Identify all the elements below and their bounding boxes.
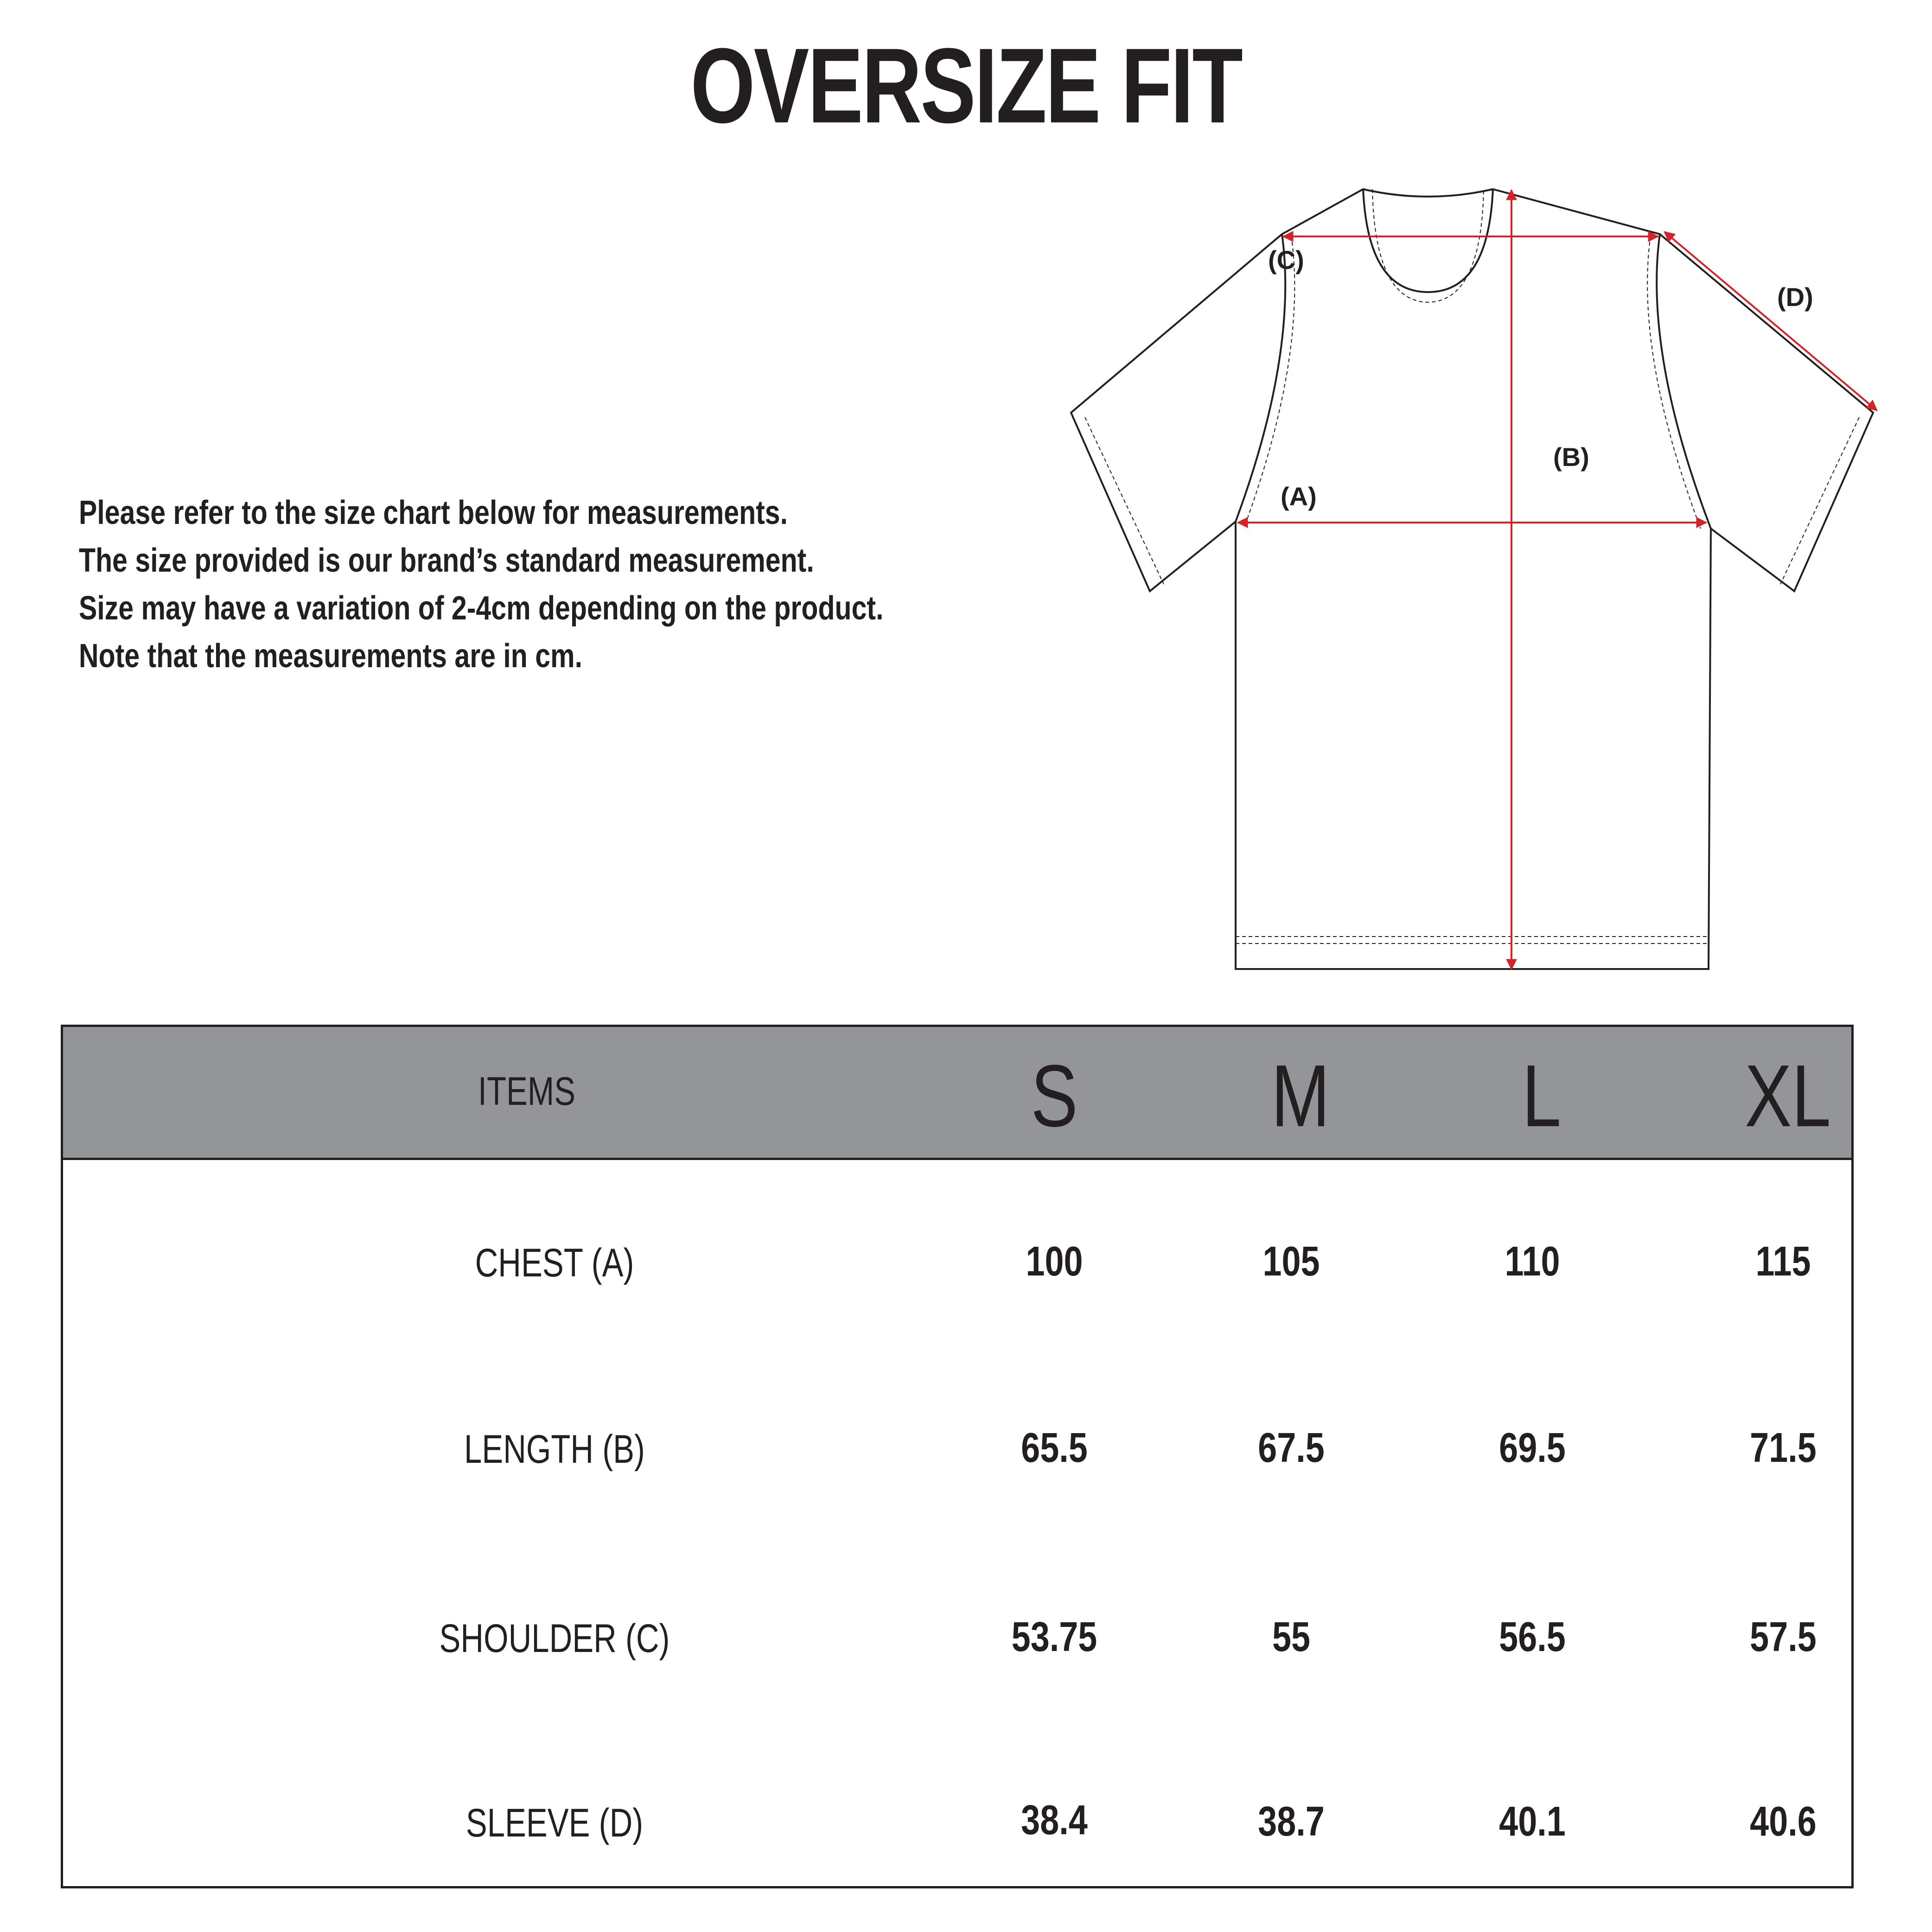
value-length-m: 67.5 bbox=[1258, 1425, 1325, 1471]
measure-line-d bbox=[1664, 232, 1877, 410]
page-title: OVERSIZE FIT bbox=[690, 26, 1242, 145]
value-sleeve-m: 38.7 bbox=[1258, 1798, 1325, 1845]
table-header bbox=[63, 1027, 1851, 1160]
label-b: (B) bbox=[1553, 442, 1589, 472]
header-size-m: M bbox=[1271, 1047, 1330, 1145]
value-sleeve-l: 40.1 bbox=[1499, 1798, 1566, 1845]
value-shoulder-l: 56.5 bbox=[1499, 1614, 1566, 1660]
size-chart-table bbox=[61, 1025, 1854, 1888]
label-c: (C) bbox=[1268, 245, 1304, 274]
value-length-s: 65.5 bbox=[1021, 1425, 1088, 1471]
note-line: The size provided is our brand’s standard measurement. bbox=[79, 542, 814, 579]
value-shoulder-xl: 57.5 bbox=[1750, 1614, 1817, 1660]
header-size-l: L bbox=[1522, 1047, 1562, 1145]
value-chest-l: 110 bbox=[1505, 1238, 1560, 1285]
row-label-sleeve: SLEEVE (D) bbox=[465, 1801, 644, 1845]
tshirt-illustration bbox=[997, 176, 1901, 978]
value-sleeve-xl: 40.6 bbox=[1750, 1798, 1817, 1845]
row-label-shoulder: SHOULDER (C) bbox=[439, 1616, 670, 1661]
header-size-xl: XL bbox=[1745, 1047, 1831, 1145]
note-line: Size may have a variation of 2-4cm depending on the product. bbox=[79, 590, 884, 627]
collar bbox=[1363, 189, 1493, 292]
label-a: (A) bbox=[1281, 482, 1317, 511]
value-chest-s: 100 bbox=[1026, 1238, 1083, 1285]
header-items: ITEMS bbox=[478, 1069, 576, 1114]
value-shoulder-s: 53.75 bbox=[1011, 1614, 1097, 1660]
value-length-l: 69.5 bbox=[1499, 1425, 1566, 1471]
value-length-xl: 71.5 bbox=[1750, 1425, 1817, 1471]
size-notes bbox=[79, 489, 1006, 680]
row-label-chest: CHEST (A) bbox=[475, 1241, 634, 1285]
tshirt-diagram bbox=[997, 176, 1901, 978]
value-shoulder-m: 55 bbox=[1272, 1614, 1311, 1660]
header-size-s: S bbox=[1031, 1047, 1078, 1145]
label-d: (D) bbox=[1777, 282, 1813, 312]
value-sleeve-s: 38.4 bbox=[1021, 1797, 1088, 1843]
value-chest-m: 105 bbox=[1262, 1238, 1320, 1285]
note-line: Please refer to the size chart below for measurements. bbox=[79, 494, 788, 531]
note-line: Note that the measurements are in cm. bbox=[79, 638, 583, 675]
value-chest-xl: 115 bbox=[1755, 1238, 1811, 1285]
row-label-length: LENGTH (B) bbox=[464, 1427, 645, 1472]
